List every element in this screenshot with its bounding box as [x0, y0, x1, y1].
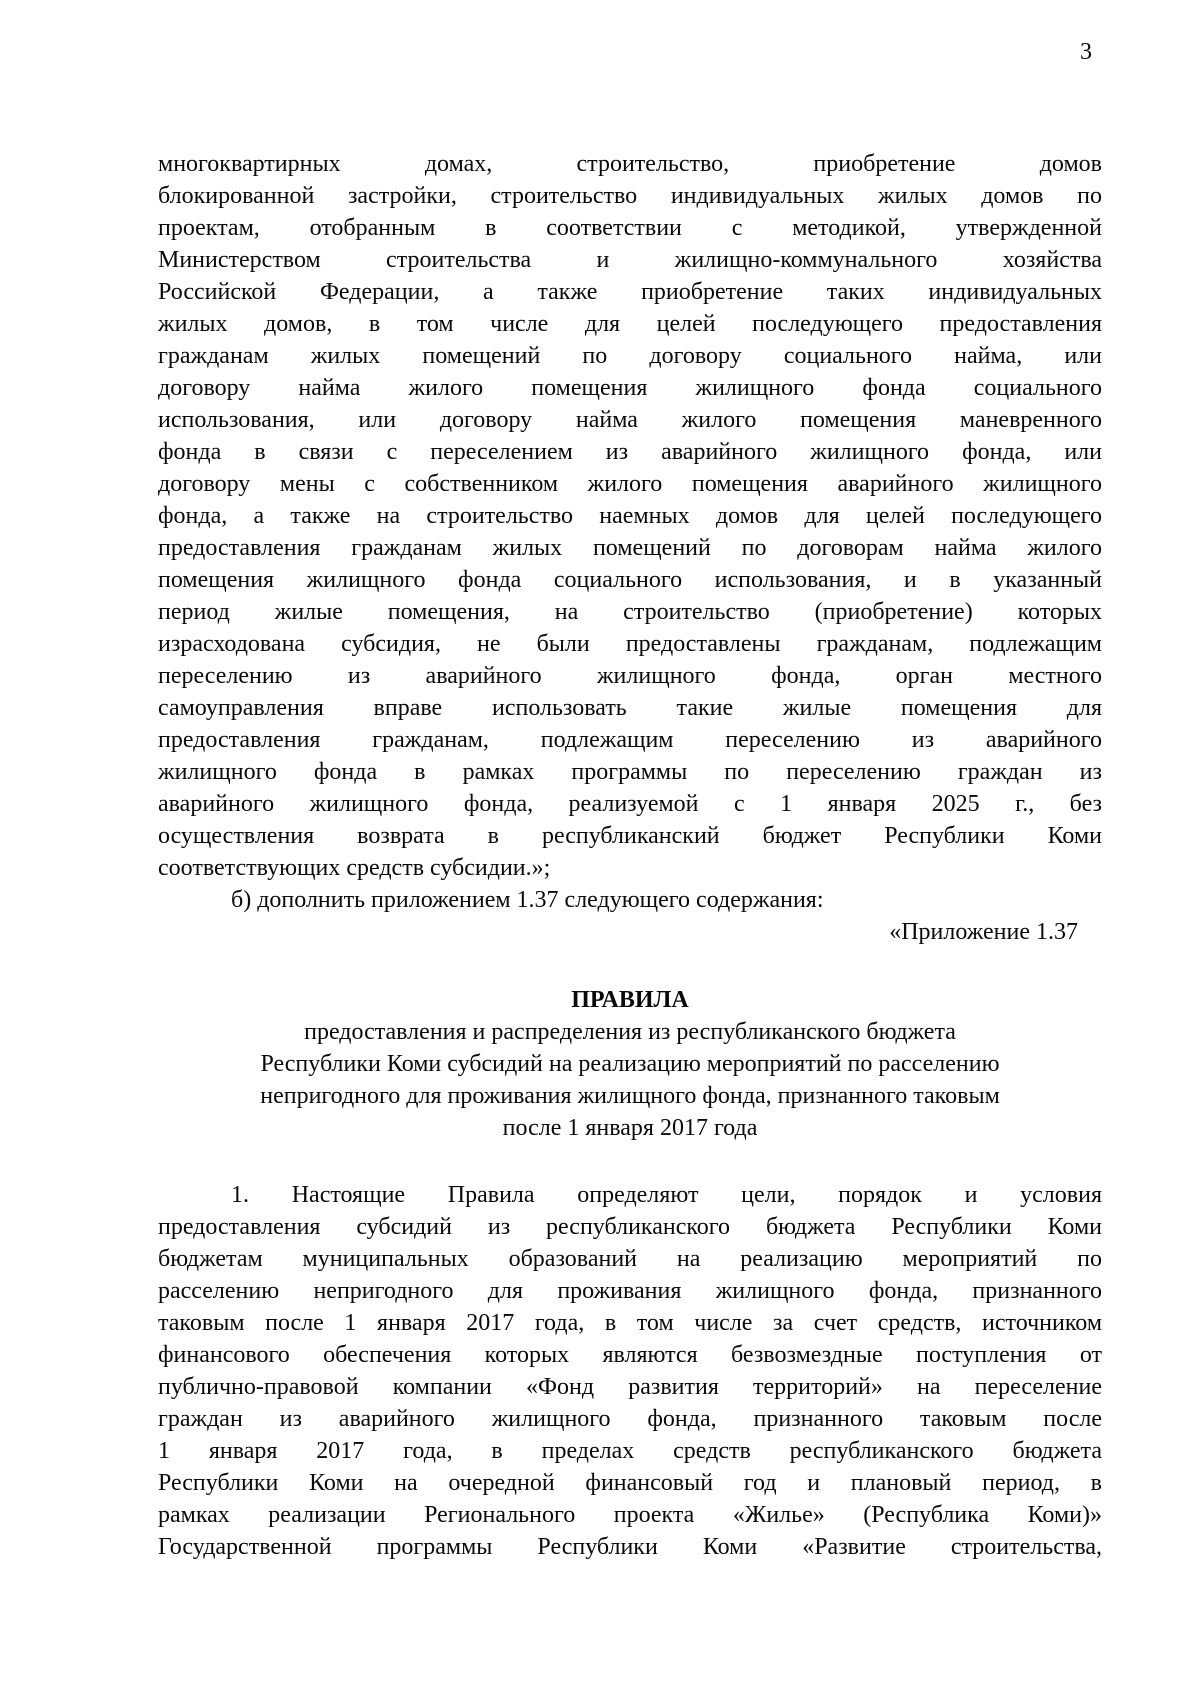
text-line: многоквартирных домах, строительство, приобретение домов — [158, 151, 1102, 177]
text-line: осуществления возврата в республиканский бюджет Республики Коми — [158, 823, 1102, 849]
text-line: переселению из аварийного жилищного фонда, орган местного — [158, 663, 1102, 689]
text-line: 1. Настоящие Правила определяют цели, порядок и условия — [231, 1182, 1102, 1208]
text-line: договору мены с собственником жилого помещения аварийного жилищного — [158, 471, 1102, 497]
rules-subtitle — [158, 1016, 1102, 1144]
text-line: блокированной застройки, строительство индивидуальных жилых домов по — [158, 183, 1102, 209]
text-line: фонда, а также на строительство наемных домов для целей последующего — [158, 503, 1102, 529]
text-line: жилищного фонда в рамках программы по переселению граждан из — [158, 759, 1102, 785]
text-line: 1 января 2017 года, в пределах средств республиканского бюджета — [158, 1438, 1102, 1464]
text-line: Министерством строительства и жилищно-коммунального хозяйства — [158, 247, 1102, 273]
document-body — [158, 148, 1102, 1563]
text-line: после 1 января 2017 года — [502, 1115, 758, 1141]
paragraph-1 — [158, 1179, 1102, 1563]
text-line: договору найма жилого помещения жилищного фонда социального — [158, 375, 1102, 401]
text-line: таковым после 1 января 2017 года, в том числе за счет средств, источником — [158, 1310, 1102, 1336]
text-line: период жилые помещения, на строительство (приобретение) которых — [158, 599, 1102, 625]
text-line: предоставления и распределения из республиканского бюджета — [304, 1019, 956, 1045]
text-line: публично-правовой компании «Фонд развития территорий» на переселение — [158, 1374, 1102, 1400]
rules-heading — [158, 984, 1102, 1144]
page-number: 3 — [1080, 39, 1092, 65]
text-line: аварийного жилищного фонда, реализуемой с 1 января 2025 г., без — [158, 791, 1102, 817]
text-line: Республики Коми субсидий на реализацию мероприятий по расселению — [260, 1051, 1000, 1077]
text-line: предоставления гражданам, подлежащим переселению из аварийного — [158, 727, 1102, 753]
text-line: использования, или договору найма жилого помещения маневренного — [158, 407, 1102, 433]
text-line: непригодного для проживания жилищного фонда, признанного таковым — [260, 1083, 1000, 1109]
annex-label: «Приложение 1.37 — [889, 919, 1078, 945]
text-line: рамках реализации Регионального проекта «Жилье» (Республика Коми)» — [158, 1502, 1102, 1528]
text-line: предоставления субсидий из республиканского бюджета Республики Коми — [158, 1214, 1102, 1240]
text-line: Республики Коми на очередной финансовый год и плановый период, в — [158, 1470, 1102, 1496]
text-line: проектам, отобранным в соответствии с методикой, утвержденной — [158, 215, 1102, 241]
text-line: самоуправления вправе использовать такие жилые помещения для — [158, 695, 1102, 721]
subpoint-b: б) дополнить приложением 1.37 следующего содержания: — [231, 887, 824, 913]
text-line: бюджетам муниципальных образований на реализацию мероприятий по — [158, 1246, 1102, 1272]
paragraph-continuation — [158, 148, 1102, 884]
text-line: помещения жилищного фонда социального использования, и в указанный — [158, 567, 1102, 593]
text-line: гражданам жилых помещений по договору социального найма, или — [158, 343, 1102, 369]
rules-title: ПРАВИЛА — [571, 987, 689, 1013]
text-line: Государственной программы Республики Коми «Развитие строительства, — [158, 1534, 1102, 1560]
text-line: расселению непригодного для проживания жилищного фонда, признанного — [158, 1278, 1102, 1304]
text-line: Российской Федерации, а также приобретение таких индивидуальных — [158, 279, 1102, 305]
text-line: предоставления гражданам жилых помещений по договорам найма жилого — [158, 535, 1102, 561]
text-line: соответствующих средств субсидии.»; — [158, 855, 551, 881]
text-line: финансового обеспечения которых являются безвозмездные поступления от — [158, 1342, 1102, 1368]
text-line: граждан из аварийного жилищного фонда, признанного таковым после — [158, 1406, 1102, 1432]
text-line: жилых домов, в том числе для целей последующего предоставления — [158, 311, 1102, 337]
text-line: фонда в связи с переселением из аварийного жилищного фонда, или — [158, 439, 1102, 465]
text-line: израсходована субсидия, не были предоставлены гражданам, подлежащим — [158, 631, 1102, 657]
